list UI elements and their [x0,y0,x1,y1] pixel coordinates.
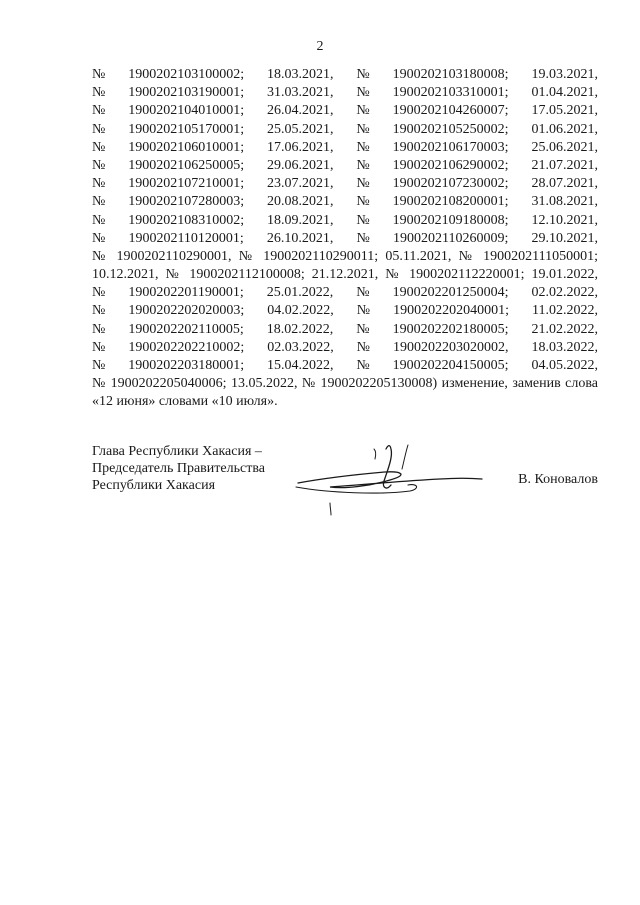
row-cell: 1900202202180005; [392,321,509,337]
row-cell: № [356,194,370,210]
row-cell: 31.08.2021, [531,194,598,210]
row-cell: № [356,303,371,319]
handwritten-signature [290,435,490,525]
row-cell: 12.10.2021, [531,212,598,228]
number-date-row [92,121,598,139]
row-cell: 18.03.2022, [531,339,598,355]
row-cell: 01.04.2021, [531,85,598,101]
number-date-row [92,321,598,339]
row-cell: № [92,230,106,246]
row-cell: 1900202110260009; [392,230,509,246]
row-cell: 1900202106290002; [392,157,509,173]
row-cell: 1900202104010001; [128,103,245,119]
row-cell: № [356,176,370,192]
number-date-row [92,102,598,120]
row-cell: 23.07.2021, [267,176,334,192]
row-cell: 1900202105170001; [128,121,245,137]
row-cell: 1900202103100002; [128,67,245,82]
row-cell: № [92,85,106,101]
row-cell: № [92,358,106,373]
row-cell: № [356,67,370,82]
row-cell: № [356,157,370,173]
number-date-row [92,139,598,157]
row-cell: 29.10.2021, [531,230,598,246]
number-date-row [92,302,598,320]
number-date-row [92,339,598,357]
signature-block [92,443,598,533]
row-cell: 21.07.2021, [531,157,598,173]
row-cell: 31.03.2021, [267,85,334,101]
row-cell: 1900202201250004; [392,285,509,301]
document-body [92,66,598,412]
row-cell: № [356,285,370,301]
row-cell: № [92,285,106,301]
position-title-line: Республики Хакасия [92,478,216,493]
row-cell: № [92,103,106,119]
row-cell: № [356,212,370,228]
row-cell: 29.06.2021, [267,157,334,173]
row-cell: 1900202104260007; [392,103,509,119]
row-cell: № [92,212,106,228]
row-cell: 02.02.2022, [531,285,598,301]
text-line: № 1900202205040006; 13.05.2022, № 1900202205130008) изменение, заменив слова [92,376,598,392]
number-date-row [92,284,598,302]
row-cell: № [92,157,106,173]
number-date-row [92,84,598,102]
row-cell: 1900202106250005; [128,157,245,173]
row-cell: 11.02.2022, [532,303,598,319]
row-cell: № [356,121,370,137]
row-cell: 1900202108200001; [392,194,509,210]
row-cell: 1900202107210001; [128,176,245,192]
row-cell: 28.07.2021, [531,176,598,192]
number-date-row [92,357,598,375]
row-cell: № [92,321,106,337]
position-title-line: Председатель Правительства [92,461,265,476]
row-cell: № [356,85,370,101]
row-cell: 1900202103180008; [392,67,509,82]
row-cell: 1900202107280003; [128,194,245,210]
row-cell: № [92,176,106,192]
row-cell: 19.03.2021, [531,67,598,82]
official-position-title [92,443,265,494]
row-cell: 17.06.2021, [267,139,334,155]
page-number: 2 [316,39,324,54]
row-cell: № [92,339,106,355]
row-cell: 25.01.2022, [266,285,334,301]
row-cell: 1900202202020003; [128,303,245,319]
row-cell: 1900202204150005; [392,358,509,373]
row-cell: 04.02.2022, [267,303,334,319]
row-cell: 1900202106170003; [392,139,509,155]
row-cell: 1900202107230002; [392,176,509,192]
row-cell: 1900202109180008; [392,212,509,228]
number-date-row [92,230,598,248]
row-cell: 1900202103190001; [128,85,245,101]
row-cell: № [356,321,370,337]
number-date-row [92,193,598,211]
position-title-line: Глава Республики Хакасия – [92,444,262,459]
row-cell: 1900202103310001; [392,85,509,101]
row-cell: № [92,121,106,137]
row-cell: 21.02.2022, [531,321,598,337]
row-cell: № [92,139,106,155]
row-cell: № [356,103,370,119]
row-cell: 18.02.2022, [266,321,334,337]
row-cell: 1900202202110005; [128,321,244,337]
row-cell: 01.06.2021, [531,121,598,137]
text-line: 10.12.2021, № 1900202112100008; 21.12.2021, № 1900202112220001; 19.01.2022, [92,267,598,283]
row-cell: № [356,230,370,246]
row-cell: 26.04.2021, [267,103,334,119]
row-cell: 1900202203020002, [392,339,509,355]
number-date-row [92,212,598,230]
row-cell: 25.05.2021, [267,121,334,137]
row-cell: 15.04.2022, [267,358,334,373]
text-line: «12 июня» словами «10 июля». [92,394,278,410]
row-cell: № [356,358,370,373]
row-cell: 20.08.2021, [267,194,334,210]
row-cell: 1900202110120001; [128,230,244,246]
row-cell: № [92,303,106,319]
row-cell: 1900202202040001; [393,303,509,319]
row-cell: 26.10.2021, [266,230,334,246]
row-cell: 1900202106010001; [128,139,245,155]
number-list-block-2 [92,284,598,375]
text-line: № 1900202110290001, № 1900202110290011; 05.11.2021, № 1900202111050001; [92,248,598,264]
row-cell: 1900202203180001; [128,358,245,373]
row-cell: № [356,139,370,155]
number-date-row [92,66,598,84]
row-cell: 17.05.2021, [531,103,598,119]
signatory-name: В. Коновалов [518,472,598,487]
number-date-row [92,157,598,175]
row-cell: 1900202202210002; [128,339,245,355]
number-date-row [92,175,598,193]
row-cell: 1900202105250002; [392,121,509,137]
row-cell: 1900202201190001; [128,285,244,301]
row-cell: 25.06.2021, [531,139,598,155]
row-cell: 18.03.2021, [267,67,334,82]
number-list-block-1 [92,66,598,248]
row-cell: 1900202108310002; [128,212,245,228]
row-cell: № [92,67,106,82]
row-cell: 18.09.2021, [267,212,334,228]
row-cell: № [356,339,371,355]
row-cell: № [92,194,106,210]
row-cell: 04.05.2022, [531,358,598,373]
row-cell: 02.03.2022, [267,339,334,355]
